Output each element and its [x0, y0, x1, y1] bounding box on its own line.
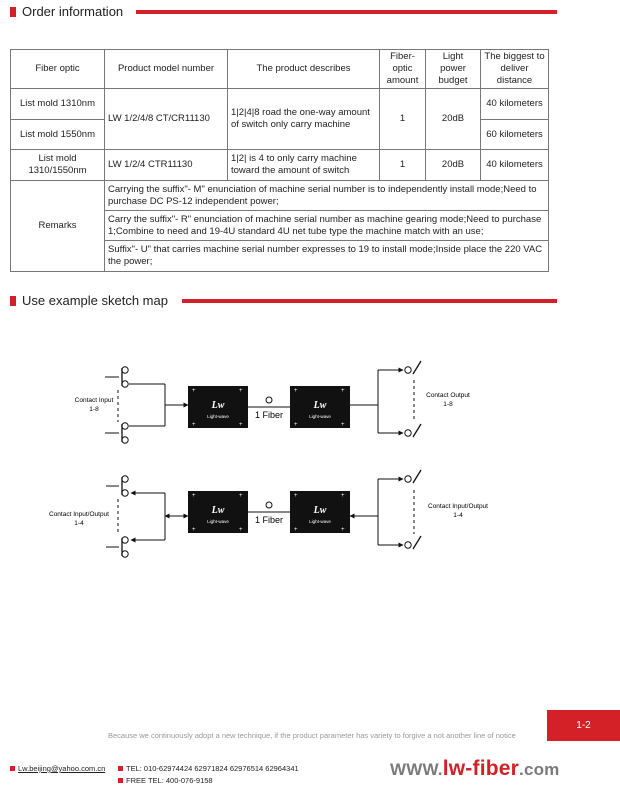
- sketch-map-title: Use example sketch map: [22, 293, 168, 308]
- transmitter-device: [188, 386, 248, 428]
- bullet-icon: [10, 766, 15, 771]
- cell-distance: 60 kilometers: [481, 120, 549, 150]
- bullet-icon: [118, 778, 123, 783]
- device-logo: Lw: [211, 505, 225, 516]
- sketch-map-header: [10, 293, 550, 309]
- cell-distance: 40 kilometers: [481, 89, 549, 120]
- device-logo: Lw: [313, 400, 327, 411]
- table-row: [11, 89, 549, 120]
- device-caption: Light-wave: [309, 414, 331, 419]
- remark-item: Suffix"- U" that carries machine serial number expresses to 19 to install mode;Inside place the 220 VAC the power;: [105, 241, 549, 272]
- remarks-label: Remarks: [11, 181, 105, 272]
- device-caption: Light-wave: [309, 519, 331, 524]
- cell-fiber: List mold 1310/1550nm: [11, 150, 105, 181]
- fiber-label: 1 Fiber: [254, 410, 284, 420]
- contact-input-switch: [105, 367, 165, 387]
- section-marker: [10, 296, 16, 306]
- contact-input-switch: [105, 423, 165, 443]
- brand-website[interactable]: [390, 757, 560, 781]
- header-model: Product model number: [105, 50, 228, 89]
- footer-email[interactable]: Lw.beijing@yahoo.com.cn: [18, 764, 106, 773]
- footer-free-tel-line: [118, 776, 213, 785]
- brand-prefix: WWW.: [390, 760, 443, 779]
- contact-io-label: Contact Input/Output: [428, 503, 488, 510]
- fiber-label: 1 Fiber: [254, 515, 284, 525]
- cell-fiber: List mold 1550nm: [11, 120, 105, 150]
- section-rule: [136, 10, 557, 14]
- contact-io-switch: [405, 536, 421, 549]
- transceiver-device-b: [290, 491, 350, 533]
- bullet-icon: [118, 766, 123, 771]
- header-describes: The product describes: [228, 50, 380, 89]
- table-row: [11, 150, 549, 181]
- sketch-diagram: + + + + Contact Input 1-8 Lw Light-wave 1 Fiber Lw Light-wave Contact Output 1-8 Contact Input/Output 1-4 Lw Light-wave 1 Fiber Lw Light-wave Contact Input/Output 1-4: [0, 330, 620, 590]
- page-number-tab: [547, 710, 620, 741]
- cell-amount: 1: [380, 89, 426, 150]
- order-table: [10, 49, 549, 272]
- brand-main: lw-fiber: [442, 757, 520, 780]
- footer-free-tel: FREE TEL: 400-076-9158: [126, 776, 213, 785]
- cell-model: LW 1/2/4 CTR11130: [105, 150, 228, 181]
- contact-io-switch: [106, 476, 165, 496]
- contact-output-range: 1-8: [443, 401, 453, 408]
- contact-io-switch: [106, 537, 165, 557]
- contact-output-switch: [405, 424, 421, 437]
- header-fiber-amount: Fiber-optic amount: [380, 50, 426, 89]
- section-rule: [182, 299, 557, 303]
- contact-output-switch: [405, 361, 421, 374]
- bottom-diagram: [49, 470, 488, 557]
- cell-budget: 20dB: [426, 89, 481, 150]
- footer-email-line: [10, 764, 105, 773]
- device-caption: Light-wave: [207, 414, 229, 419]
- contact-input-range: 1-8: [89, 406, 99, 413]
- header-distance: The biggest to deliver distance: [481, 50, 549, 89]
- remarks-row: [11, 181, 549, 211]
- contact-output-label: Contact Output: [426, 392, 470, 399]
- footer-tel-line: [118, 764, 299, 773]
- contact-input-label: Contact Input: [74, 397, 114, 404]
- cell-describe: 1|2| is 4 to only carry machine toward the amount of switch: [228, 150, 380, 181]
- header-power-budget: Light power budget: [426, 50, 481, 89]
- section-marker: [10, 7, 16, 17]
- transceiver-device-a: [188, 491, 248, 533]
- page-number: 1-2: [576, 720, 591, 731]
- top-diagram: [75, 361, 470, 443]
- header-fiber-optic: Fiber optic: [11, 50, 105, 89]
- fiber-connector-icon: [266, 397, 272, 403]
- cell-amount: 1: [380, 150, 426, 181]
- remark-item: Carrying the suffix"- M" enunciation of machine serial number is to independently install mode;Need to purchase DC PS-12 independent power;: [105, 181, 549, 211]
- receiver-device: [290, 386, 350, 428]
- device-caption: Light-wave: [207, 519, 229, 524]
- footer-tel: TEL: 010-62974424 62971824 62976514 62964341: [126, 764, 299, 773]
- contact-io-label: Contact Input/Output: [49, 511, 109, 518]
- cell-distance: 40 kilometers: [481, 150, 549, 181]
- fiber-connector-icon: [266, 502, 272, 508]
- remark-item: Carry the suffix"- R" enunciation of machine serial number as machine gearing mode;Need to purchase 1;Combine to need and 19-4U standard 4U net tube type the machine match with an use;: [105, 211, 549, 241]
- cell-budget: 20dB: [426, 150, 481, 181]
- table-header-row: [11, 50, 549, 89]
- cell-describe: 1|2|4|8 road the one-way amount of switch only carry machine: [228, 89, 380, 150]
- contact-io-switch: [405, 470, 421, 483]
- cell-fiber: List mold 1310nm: [11, 89, 105, 120]
- brand-suffix: .com: [519, 760, 560, 779]
- order-info-title: Order information: [22, 4, 124, 19]
- device-logo: Lw: [211, 400, 225, 411]
- contact-io-range: 1-4: [74, 520, 84, 527]
- contact-io-range: 1-4: [453, 512, 463, 519]
- device-logo: Lw: [313, 505, 327, 516]
- order-info-header: [10, 4, 550, 20]
- disclaimer-text: Because we continuously adopt a new technique, if the product parameter has variety to forgive a not another line of notice: [108, 731, 516, 740]
- cell-model: LW 1/2/4/8 CT/CR11130: [105, 89, 228, 150]
